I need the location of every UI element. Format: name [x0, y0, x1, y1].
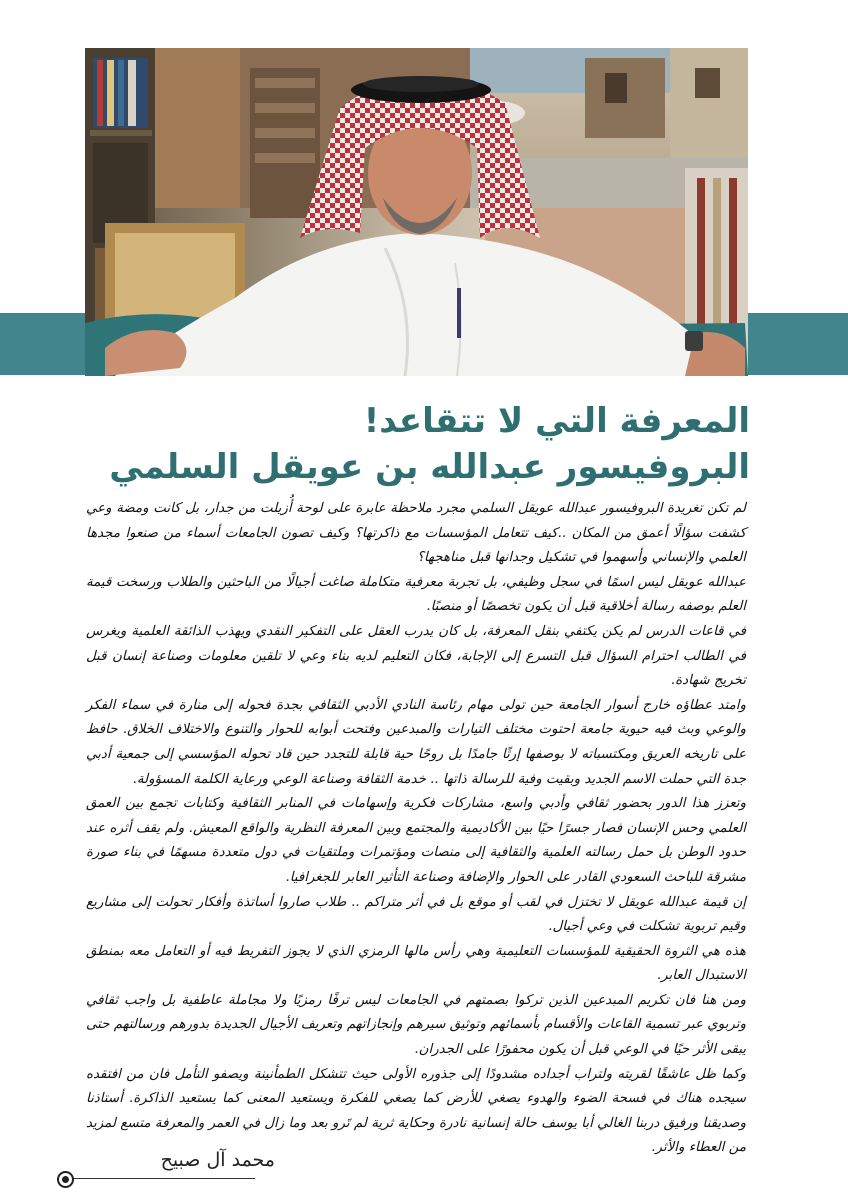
article-subtitle: البروفيسور عبدالله بن عويقل السلمي	[109, 447, 750, 487]
paragraph: عبدالله عويقل ليس اسمًا في سجل وظيفي، بل تجربة معرفية متكاملة صاغت أجيالًا من الباحثين والطلاب ورسخت قيمة العلم بوصفه رسالة أخلاقية قبل أن يكون تخصصًا أو منصبًا.	[86, 574, 746, 615]
paragraph: هذه هي الثروة الحقيقية للمؤسسات التعليمية وهي رأس مالها الرمزي الذي لا يجوز التفريط فيه أو التعامل معه بمنطق الاستبدال العابر.	[86, 943, 746, 984]
paragraph: لم تكن تغريدة البروفيسور عبدالله عويقل السلمي مجرد ملاحظة عابرة على لوحة أُزيلت من جدار، بل كانت ومضة وعي كشفت سؤالًا أعمق من المكان ..كيف تتعامل المؤسسات مع ذاكرتها؟ وكيف تصون الجامعات أسماء من صنعوا مجدها العلمي والإنساني وأسهموا في تشكيل وجدانها قبل مناهجها؟	[86, 501, 746, 566]
author-underline	[67, 1178, 255, 1179]
paragraph: في قاعات الدرس لم يكن يكتفي بنقل المعرفة، بل كان يدرب العقل على التفكير النقدي ويهذب الذائقة العلمية ويغرس في الطالب احترام السؤال قبل التسرع إلى الإجابة، فكان التعليم لديه بناء وعي لا تلقين معلومات وصناعة إنسان قبل تخريج شهادة.	[86, 623, 746, 689]
paragraph: وتعزز هذا الدور بحضور ثقافي وأدبي واسع، مشاركات فكرية وإسهامات في المنابر الثقافية وكتابات تجمع بين العمق العلمي وحس الإنسان فصار جسرًا حيًا بين الأكاديمية والمجتمع وبين المعرفة النظرية والواقع المعيش. ولم يقف أثره عند حدود الوطن بل حمل رسالته العلمية والثقافية إلى منصات ومؤتمرات وملتقيات في دول متعددة مسهمًا في بناء صورة مشرقة للباحث السعودي القادر على الحوار والإضافة وصناعة التأثير العابر للجغرافيا.	[86, 796, 746, 885]
author-signature	[57, 1149, 275, 1189]
paragraph: وامتد عطاؤه خارج أسوار الجامعة حين تولى مهام رئاسة النادي الأدبي الثقافي بجدة فحوله إلى منارة في سماء الفكر والوعي وبث فيه حيوية جامعة احتوت مختلف التيارات والمبدعين وفتحت أبوابه للحوار والتنوع والاختلاف الخلاق. حافظ على تاريخه العريق ومكتسباته لا بوصفها إرثًا جامدًا بل روحًا حية قابلة للتجدد حين قاد تحوله المؤسسي إلى جمعية أدبي جدة التي حملت الاسم الجديد وبقيت وفية للرسالة ذاتها .. خدمة الثقافة وصناعة الوعي ورعاية الكلمة المسؤولة.	[86, 697, 746, 787]
paragraph: ومن هنا فان تكريم المبدعين الذين تركوا بصمتهم في الجامعات ليس ترفًا رمزيًا ولا مجاملة عاطفية بل واجب ثقافي وتربوي عبر تسمية القاعات والأقسام بأسمائهم وتوثيق سيرهم وإنجازاتهم وتعريف الأجيال الجديدة بدورهم ورسالتهم حتى يبقى الأثر حيًا في الوعي قبل أن يكون محفورًا على الجدران.	[86, 992, 746, 1058]
author-name: محمد آل صبيح	[160, 1149, 275, 1171]
paragraph: إن قيمة عبدالله عويقل لا تختزل في لقب أو موقع بل في أثر متراكم .. طلاب صاروا أساتذة وأفكار تحولت إلى مشاريع وقيم تربوية تشكلت في وعي أجيال.	[86, 894, 746, 935]
article-title: المعرفة التي لا تتقاعد!	[363, 401, 750, 441]
article-header	[90, 398, 750, 490]
paragraph: وكما ظل عاشقًا لقريته ولتراب أجداده مشدودًا إلى جذوره الأولى حيث تتشكل الطمأنينة ويصفو التأمل فان من افتقده سيجده هناك في فسحة الضوء والهدوء يصغي للأرض كما يصغي للفكرة ويستعيد المعنى كما يستعيد الذاكرة. أستاذنا وصديقنا ورفيق دربنا الغالي أبا يوسف حالة إنسانية نادرة وحكاية ثرية لم تَرو بعد وما زال في العمر والمعرفة متسع لمزيد من العطاء والأثر.	[86, 1066, 746, 1156]
portrait-photo	[85, 48, 748, 376]
article-body	[86, 497, 746, 1161]
circle-bullet-icon	[57, 1171, 74, 1188]
